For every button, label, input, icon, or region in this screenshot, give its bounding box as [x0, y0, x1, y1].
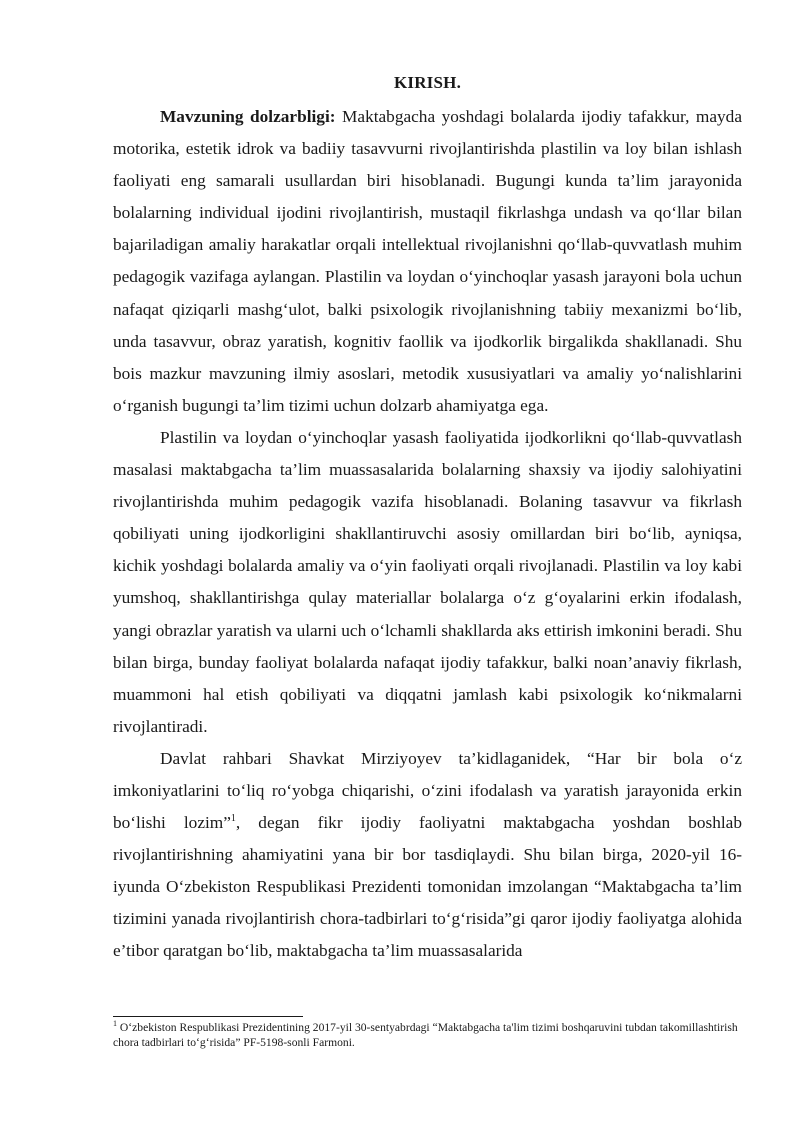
paragraph-lead: Mavzuning dolzarbligi: [160, 107, 336, 126]
footnote-text: O‘zbekiston Respublikasi Prezidentining 2017-yil 30-sentyabrdagi “Maktabgacha ta'lim tizimi boshqaruvini tubdan takomillashtirish chora tadbirlari to‘g‘risida” PF-5198-sonli Farmoni. [113, 1021, 738, 1049]
paragraph-quote [113, 743, 742, 968]
paragraph-text-before-ref: Davlat rahbari Shavkat Mirziyoyev ta’kidlaganidek, “Har bir bola o‘z imkoniyatlarini to‘liq ro‘yobga chiqarishi, o‘zini ifodalash va yaratish jarayonida erkin bo‘lishi lozim” [113, 748, 742, 833]
footnote-divider [113, 1016, 303, 1017]
document-page [113, 72, 742, 968]
paragraph-text: Plastilin va loydan o‘yinchoqlar yasash faoliyatida ijodkorlikni qo‘llab-quvvatlash masalasi maktabgacha ta’lim muassasalarida bolalarning shaxsiy va ijodiy salohiyatini rivojlantirishda muhim pedagogik vazifa hisoblanadi. Bolaning tasavvur va fikrlash qobiliyati uning ijodkorligini shakllantiruvchi asosiy omillardan biri bo‘lib, ayniqsa, kichik yoshdagi bolalarda amaliy va o‘yin faoliyati orqali rivojlanadi. Plastilin va loy kabi yumshoq, shakllantirishga qulay materiallar bolalarga o‘z g‘oyalarini erkin ifodalash, yangi obrazlar yaratish va ularni uch o‘lchamli shakllarda aks ettirish imkonini beradi. Shu bilan birga, bunday faoliyat bolalarda nafaqat ijodiy tafakkur, balki noan’anaviy fikrlash, muammoni hal etish qobiliyati va diqqatni jamlash kabi psixologik ko‘nikmalarni rivojlantiradi. [113, 427, 742, 736]
paragraph-creativity [113, 422, 742, 743]
footnote-number: 1 [113, 1019, 117, 1029]
paragraph-text-after-ref: , degan fikr ijodiy faoliyatni maktabgacha yoshdan boshlab rivojlantirishning ahamiyatini yana bir bor tasdiqlaydi. Shu bilan birga, 2020-yil 16-iyunda O‘zbekiston Respublikasi Prezidenti tomonidan imzolangan “Maktabgacha ta’lim tizimini yanada rivojlantirish chora-tadbirlari to‘g‘risida”gi qaror ijodiy faoliyatga alohida e’tibor qaratgan bo‘lib, maktabgacha ta’lim muassasalarida [113, 813, 742, 961]
footnote-reference[interactable]: 1 [230, 813, 236, 825]
page-title: KIRISH. [393, 73, 462, 92]
paragraph-text: Maktabgacha yoshdagi bolalarda ijodiy tafakkur, mayda motorika, estetik idrok va badiiy tasavvurni rivojlantirishda plastilin va loy bilan ishlash faoliyati eng samarali usullardan biri hisoblanadi. Bugungi kunda ta’lim jarayonida bolalarning individual ijodini rivojlantirish, mustaqil fikrlashga undash va qo‘llar bilan bajariladigan amaliy harakatlar orqali intellektual rivojlanishni qo‘llab-quvvatlash muhim pedagogik vazifaga aylangan. Plastilin va loydan o‘yinchoqlar yasash jarayoni bola uchun nafaqat qiziqarli mashg‘ulot, balki psixologik rivojlanishning tabiiy mexanizmi bo‘lib, unda tasavvur, obraz yaratish, kognitiv faollik va ijodkorlik birgalikda shakllanadi. Shu bois mazkur mavzuning ilmiy asoslari, metodik xususiyatlari va amaliy yo‘nalishlarini o‘rganish bugungi ta’lim tizimi uchun dolzarb ahamiyatga ega. [113, 107, 742, 415]
paragraph-relevance [113, 101, 742, 422]
footnote [113, 1020, 742, 1050]
